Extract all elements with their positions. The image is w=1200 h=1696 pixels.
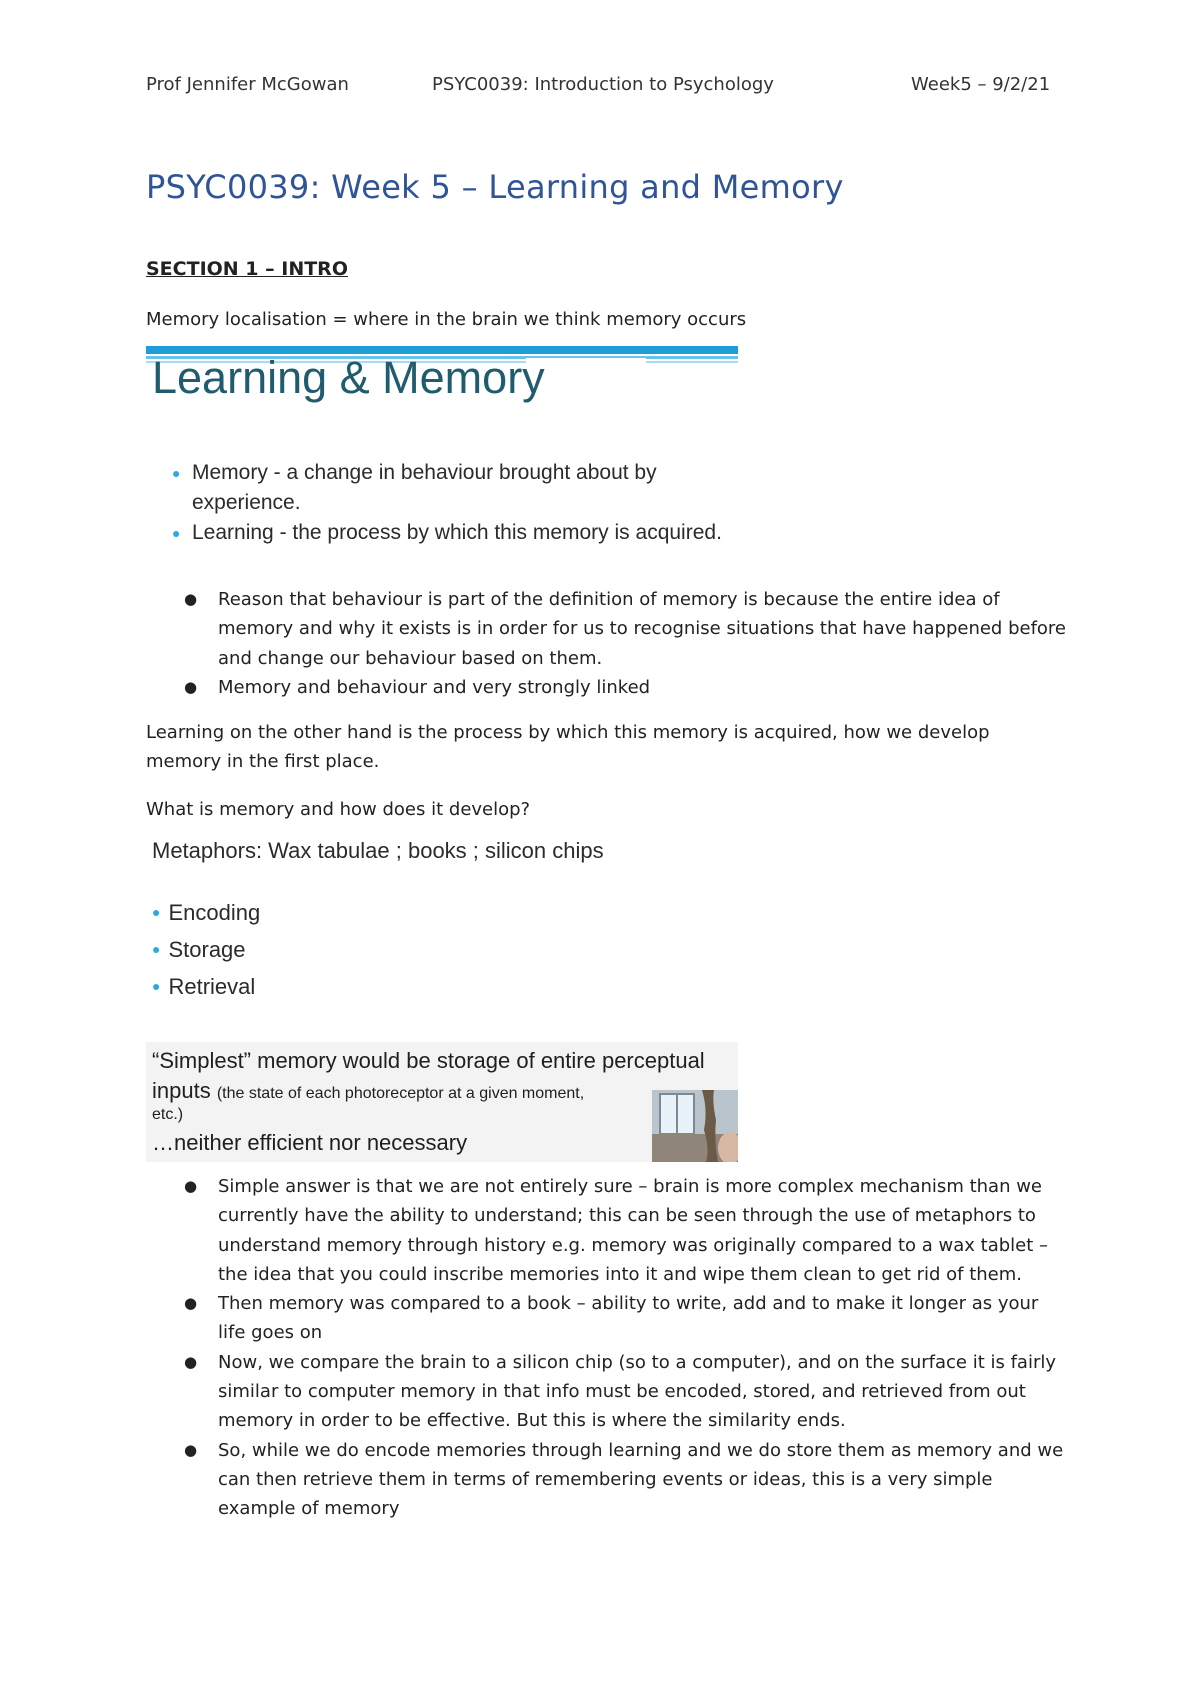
- slide-bullet: ● Learning - the process by which this memory is acquired.: [172, 518, 732, 548]
- slide-learning-memory: [146, 346, 738, 552]
- section-heading: SECTION 1 – INTRO: [146, 258, 348, 280]
- header-course: PSYC0039: Introduction to Psychology: [432, 74, 774, 95]
- header-author: Prof Jennifer McGowan: [146, 74, 349, 95]
- slide-metaphors: [152, 838, 752, 1008]
- bullet-icon: ●: [184, 1177, 198, 1195]
- slide-bullet: ● Retrieval: [152, 974, 256, 999]
- bullet-icon: ●: [184, 677, 198, 696]
- webcam-thumbnail: [652, 1090, 738, 1162]
- bullet-dot-icon: ●: [152, 941, 161, 957]
- header-date: Week5 – 9/2/21: [911, 74, 1051, 95]
- notes-list: [146, 585, 1066, 702]
- slide-heading: Metaphors: Wax tabulae ; books ; silicon chips: [152, 838, 604, 863]
- notes-list: [146, 1172, 1066, 1524]
- bullet-dot-icon: ●: [152, 978, 161, 994]
- bullet-dot-icon: ●: [172, 525, 181, 541]
- slide-bullet-list: [172, 458, 732, 548]
- bullet-icon: ●: [184, 1352, 198, 1371]
- slide-simplest-memory: [146, 1042, 738, 1162]
- slide-title: Learning & Memory: [152, 352, 545, 403]
- list-item: ● Simple answer is that we are not entirely sure – brain is more complex mechanism than we currently have the ability to understand; this can be seen through the use of metaphors to understand memory through history e.g. memory was originally compared to a wax tablet – the idea that you could inscribe memories into it and wipe them clean to get rid of them.: [146, 1172, 1066, 1289]
- bullet-icon: ●: [184, 590, 198, 608]
- list-item: ● Now, we compare the brain to a silicon chip (so to a computer), and on the surface it is fairly similar to computer memory in that info must be encoded, stored, and retrieved from out memory in order to be effective. But this is where the similarity ends.: [146, 1348, 1066, 1436]
- slide-bullet: ● Memory - a change in behaviour brought about by experience.: [172, 458, 732, 518]
- slide-line: inputs (the state of each photoreceptor at a given moment,: [152, 1078, 585, 1103]
- slide-line: etc.): [152, 1106, 184, 1123]
- document-title: PSYC0039: Week 5 – Learning and Memory: [146, 168, 844, 206]
- slide-line: …neither efficient nor necessary: [152, 1130, 468, 1155]
- list-item: ● So, while we do encode memories through learning and we do store them as memory and we can then retrieve them in terms of remembering events or ideas, this is a very simple example of memory: [146, 1436, 1066, 1524]
- bullet-icon: ●: [184, 1294, 198, 1313]
- list-item: ● Memory and behaviour and very strongly linked: [146, 673, 1066, 702]
- window-photo-icon: [652, 1090, 738, 1162]
- intro-line: Memory localisation = where in the brain we think memory occurs: [146, 309, 747, 330]
- list-item: ● Then memory was compared to a book – ability to write, add and to make it longer as your life goes on: [146, 1289, 1066, 1348]
- bullet-dot-icon: ●: [172, 465, 181, 481]
- learning-paragraph: Learning on the other hand is the process by which this memory is acquired, how we develop memory in the first place.: [146, 722, 990, 772]
- list-item: ● Reason that behaviour is part of the definition of memory is because the entire idea of memory and why it exists is in order for us to recognise situations that have happened before and change our behaviour based on them.: [146, 585, 1066, 673]
- bullet-dot-icon: ●: [152, 904, 161, 920]
- question-line: What is memory and how does it develop?: [146, 799, 531, 820]
- slide-bullet: ● Storage: [152, 937, 246, 962]
- bullet-icon: ●: [184, 1440, 198, 1459]
- slide-line: “Simplest” memory would be storage of entire perceptual: [152, 1048, 705, 1073]
- slide-bullet: ● Encoding: [152, 900, 261, 925]
